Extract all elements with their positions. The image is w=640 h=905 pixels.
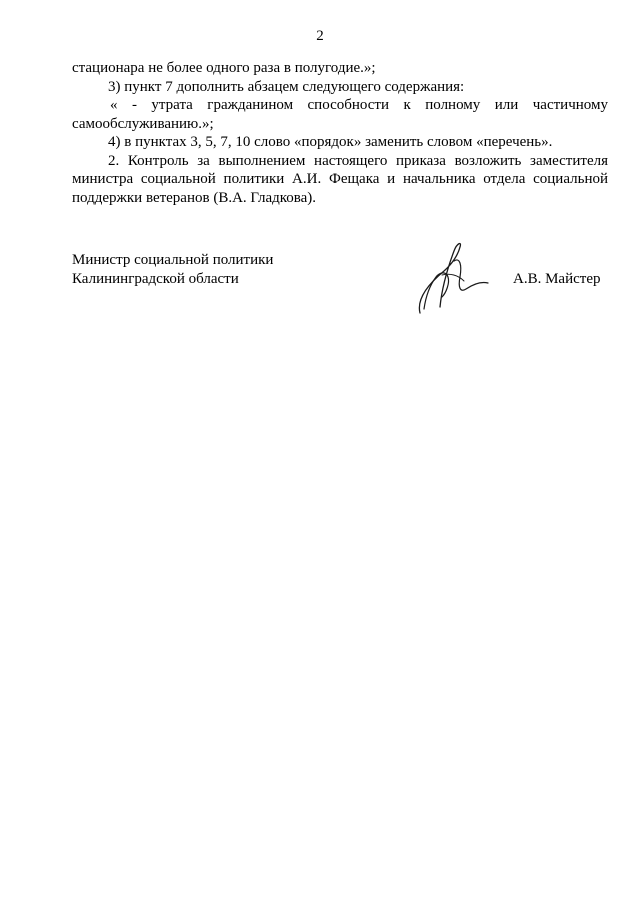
page-number: 2 bbox=[316, 28, 324, 44]
paragraph-item-3: 3) пункт 7 дополнить абзацем следующего содержания: bbox=[108, 78, 465, 95]
paragraph-continuation: стационара не более одного раза в полугодие.»; bbox=[72, 60, 376, 76]
signer-title-line-2: Калининградской области bbox=[72, 270, 239, 287]
signer-title-line-1: Министр социальной политики bbox=[72, 252, 274, 268]
paragraph-quote-end: самообслуживанию.»; bbox=[72, 115, 214, 132]
signature-block bbox=[72, 251, 608, 288]
paragraph-control: 2. Контроль за выполнением настоящего приказа возложить заместителя министра социальной политики А.И. Фещака и начальника отдела социальной поддержки ветеранов (В.А. Гладкова). bbox=[72, 152, 608, 206]
document-body bbox=[72, 59, 608, 207]
paragraph-item-4: 4) в пунктах 3, 5, 7, 10 слово «порядок» заменить словом «перечень». bbox=[108, 134, 553, 150]
handwritten-signature bbox=[402, 237, 512, 317]
signer-name: А.В. Майстер bbox=[513, 271, 601, 287]
paragraph-quote-line: « - утрата гражданином способности к полному или частичному bbox=[110, 97, 608, 113]
